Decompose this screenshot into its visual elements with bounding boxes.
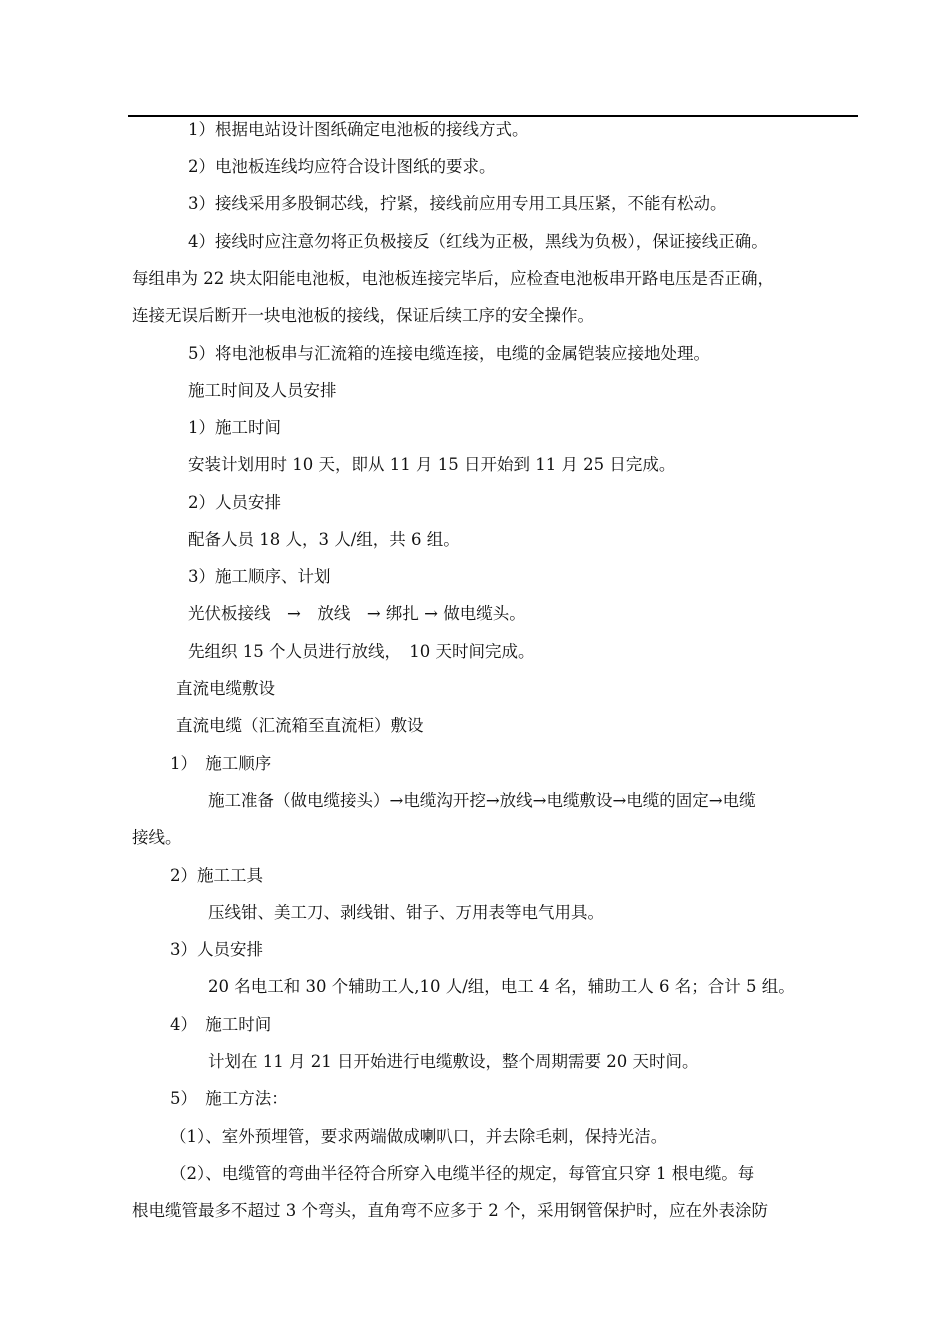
text-line: 3）接线采用多股铜芯线，拧紧，接线前应用专用工具压紧，不能有松动。 [188,194,727,213]
section-heading: 施工时间及人员安排 [188,381,337,400]
header-rule [128,115,858,117]
text-line: 2）人员安排 [188,493,281,512]
text-line: （2）、电缆管的弯曲半径符合所穿入电缆半径的规定，每管宜只穿 1 根电缆。每 [170,1164,755,1183]
text-line: 施工准备（做电缆接头）→电缆沟开挖→放线→电缆敷设→电缆的固定→电缆 [208,791,756,810]
text-line: 20 名电工和 30 个辅助工人,10 人/组，电工 4 名，辅助工人 6 名；合计 5 组。 [208,977,795,996]
text-line: 压线钳、美工刀、剥线钳、钳子、万用表等电气用具。 [208,903,604,922]
text-line: 1）施工时间 [188,418,281,437]
text-line: 连接无误后断开一块电池板的接线，保证后续工序的安全操作。 [132,306,594,325]
text-line: 4） 施工时间 [170,1015,272,1034]
text-line: 光伏板接线 → 放线 → 绑扎 → 做电缆头。 [188,604,526,623]
text-line: 先组织 15 个人员进行放线， 10 天时间完成。 [188,642,535,661]
text-line: 1） 施工顺序 [170,754,272,773]
text-line: 3）人员安排 [170,940,263,959]
text-line: 接线。 [132,828,182,847]
text-line: 每组串为 22 块太阳能电池板，电池板连接完毕后，应检查电池板串开路电压是否正确， [132,269,774,288]
text-line: 2）施工工具 [170,866,263,885]
text-line: 5） 施工方法： [170,1089,288,1108]
text-line: 根电缆管最多不超过 3 个弯头，直角弯不应多于 2 个，采用钢管保护时，应在外表涂防 [132,1201,768,1220]
text-line: 2）电池板连线均应符合设计图纸的要求。 [188,157,496,176]
section-heading: 直流电缆敷设 [176,679,275,698]
text-line: 1）根据电站设计图纸确定电池板的接线方式。 [188,120,529,139]
text-line: 配备人员 18 人，3 人/组，共 6 组。 [188,530,460,549]
section-heading: 直流电缆（汇流箱至直流柜）敷设 [176,716,424,735]
text-line: 安装计划用时 10 天，即从 11 月 15 日开始到 11 月 25 日完成。 [188,455,676,474]
text-line: 4）接线时应注意勿将正负极接反（红线为正极，黑线为负极），保证接线正确。 [188,232,768,251]
text-line: 计划在 11 月 21 日开始进行电缆敷设，整个周期需要 20 天时间。 [208,1052,699,1071]
text-line: 3）施工顺序、计划 [188,567,331,586]
text-line: （1）、室外预埋管，要求两端做成喇叭口，并去除毛刺，保持光洁。 [170,1127,668,1146]
text-line: 5）将电池板串与汇流箱的连接电缆连接，电缆的金属铠装应接地处理。 [188,344,710,363]
